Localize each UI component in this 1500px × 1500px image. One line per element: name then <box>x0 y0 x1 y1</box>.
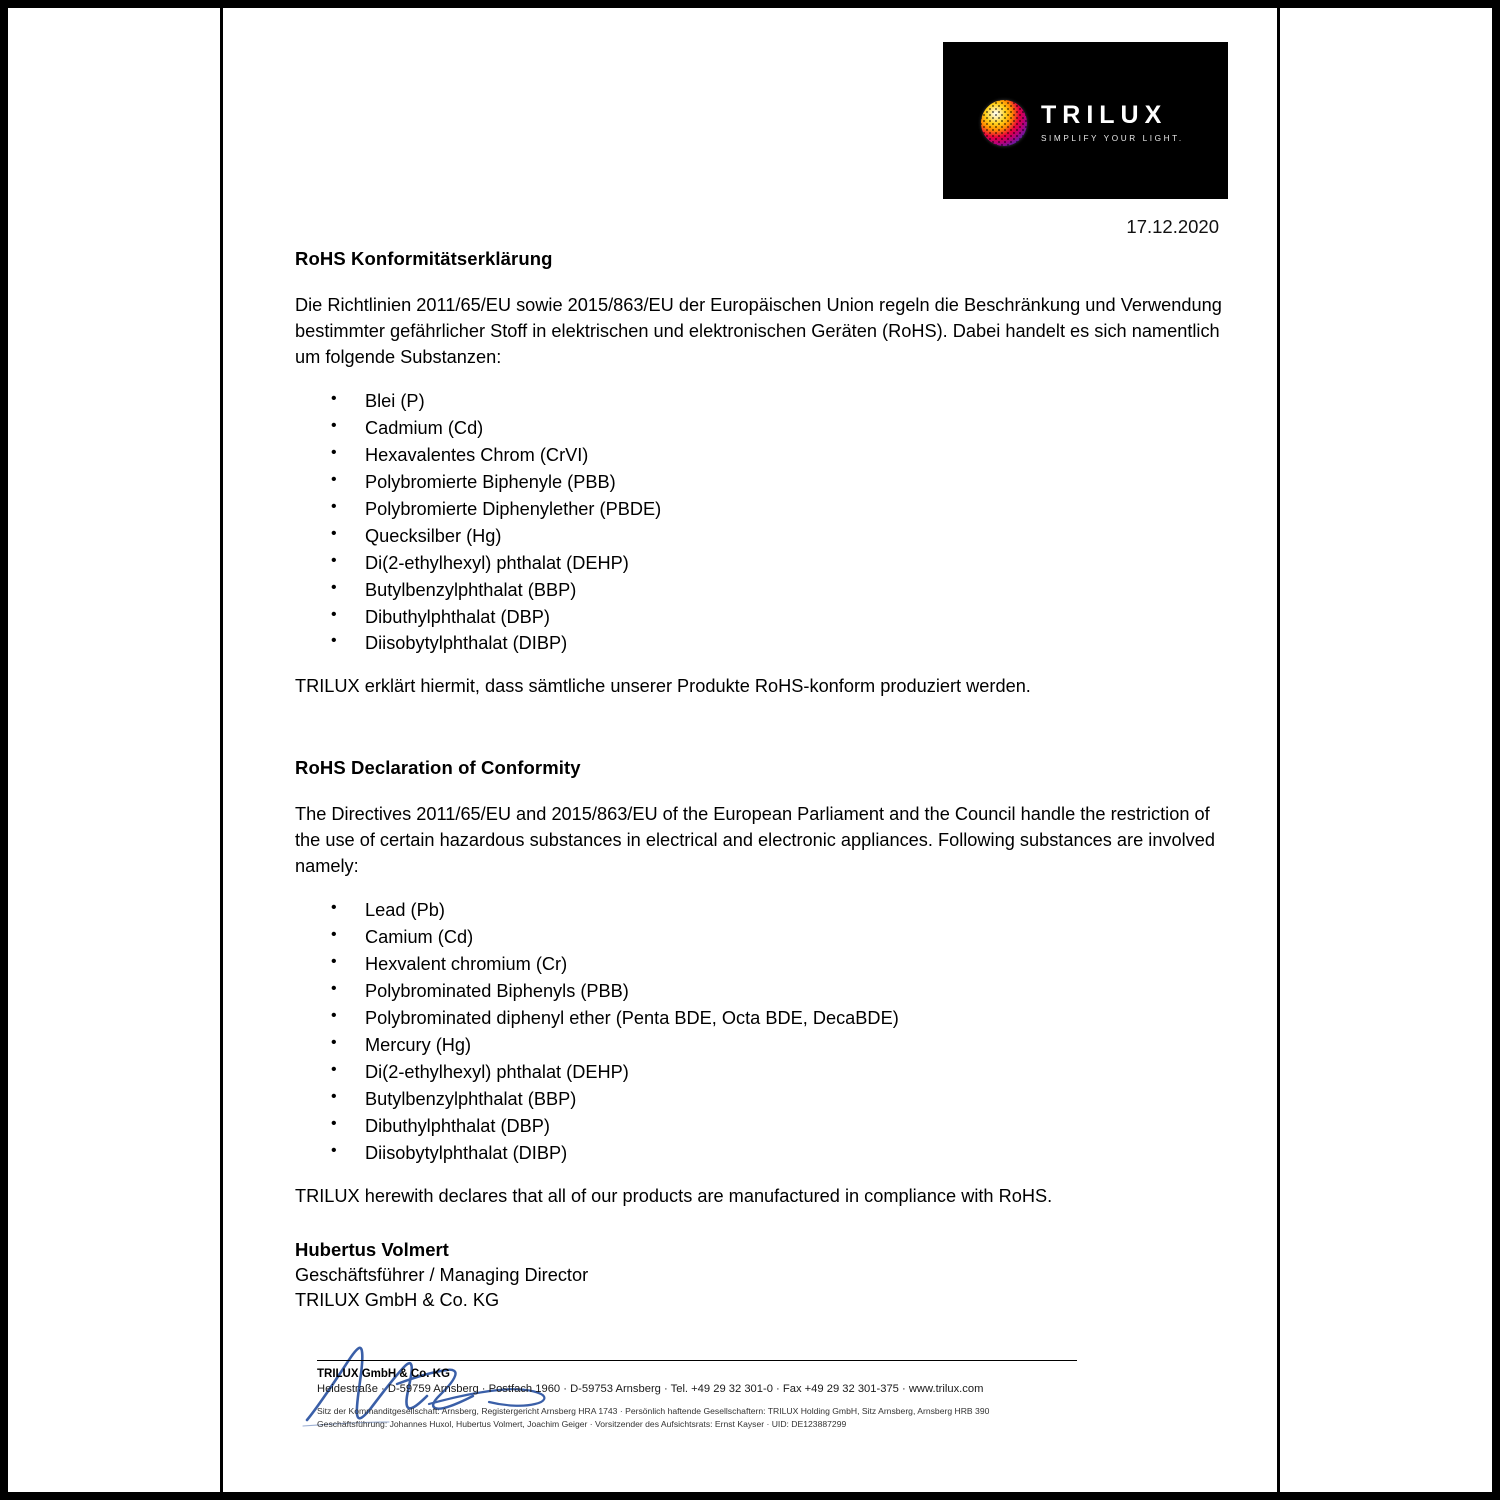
section-spacer <box>295 717 1225 757</box>
list-item: • Dibuthylphthalat (DBP) <box>331 1113 1225 1140</box>
list-item: • Di(2-ethylhexyl) phthalat (DEHP) <box>331 1059 1225 1086</box>
list-item: • Quecksilber (Hg) <box>331 523 1225 550</box>
logo-wordmark: TRILUX <box>1041 101 1168 129</box>
document-content <box>223 8 1277 1492</box>
list-item: • Mercury (Hg) <box>331 1032 1225 1059</box>
list-item: • Polybromierte Biphenyle (PBB) <box>331 469 1225 496</box>
german-section-title: RoHS Konformitätserklärung <box>295 248 553 269</box>
trilux-logo-block <box>943 42 1228 199</box>
logo-lockup <box>981 100 1184 146</box>
list-item: • Hexvalent chromium (Cr) <box>331 951 1225 978</box>
signatory-company: TRILUX GmbH & Co. KG <box>295 1290 500 1311</box>
logo-tagline: SIMPLIFY YOUR LIGHT. <box>1041 134 1184 143</box>
document-date: 17.12.2020 <box>1126 216 1219 237</box>
german-substances-list <box>295 388 1225 657</box>
list-item: • Diisobytylphthalat (DIBP) <box>331 1140 1225 1167</box>
trilux-sphere-icon <box>981 100 1027 146</box>
document-page <box>8 8 1492 1492</box>
footer-legal-line-2: Geschäftsführung: Johannes Huxol, Hubertus Volmert, Joachim Geiger · Vorsitzender des Aufsichtsrats: Ernst Kayser · UID: DE123887299 <box>317 1418 847 1429</box>
english-intro-paragraph: The Directives 2011/65/EU and 2015/863/EU of the European Parliament and the Council handle the restriction of the use of certain hazardous substances in electrical and electronic appliances. Following substances are involved namely: <box>295 804 1216 877</box>
english-section-title: RoHS Declaration of Conformity <box>295 757 581 779</box>
list-item: • Camium (Cd) <box>331 924 1225 951</box>
document-sheet <box>220 8 1280 1492</box>
list-item: • Blei (P) <box>331 388 1225 415</box>
list-item: • Polybromierte Diphenylether (PBDE) <box>331 496 1225 523</box>
english-closing-paragraph: TRILUX herewith declares that all of our products are manufactured in compliance with RoHS. <box>295 1185 1053 1206</box>
list-item: • Polybrominated diphenyl ether (Penta BDE, Octa BDE, DecaBDE) <box>331 1005 1225 1032</box>
footer-address: Heidestraße · D-59759 Arnsberg · Postfach 1960 · D-59753 Arnsberg · Tel. +49 29 32 301-0 · Fax +49 29 32 301-375 · www.trilux.com <box>317 1383 984 1396</box>
footer-company: TRILUX GmbH & Co. KG <box>317 1368 450 1381</box>
logo-text-group <box>1041 103 1184 143</box>
german-intro-paragraph: Die Richtlinien 2011/65/EU sowie 2015/863/EU der Europäischen Union regeln die Beschränkung und Verwendung bestimmter gefährlicher Stoff in elektrischen und elektronischen Geräten (RoHS). Dabei handelt es sich namentlich um folgende Substanzen: <box>295 295 1222 368</box>
list-item: • Butylbenzylphthalat (BBP) <box>331 577 1225 604</box>
list-item: • Polybrominated Biphenyls (PBB) <box>331 978 1225 1005</box>
english-substances-list <box>295 897 1225 1166</box>
list-item: • Butylbenzylphthalat (BBP) <box>331 1086 1225 1113</box>
signatory-role: Geschäftsführer / Managing Director <box>295 1264 589 1285</box>
footer-divider <box>317 1360 1077 1361</box>
signatory-name: Hubertus Volmert <box>295 1238 449 1260</box>
list-item: • Di(2-ethylhexyl) phthalat (DEHP) <box>331 550 1225 577</box>
list-item: • Cadmium (Cd) <box>331 415 1225 442</box>
list-item: • Dibuthylphthalat (DBP) <box>331 604 1225 631</box>
german-closing-paragraph: TRILUX erklärt hiermit, dass sämtliche unserer Produkte RoHS-konform produziert werden. <box>295 676 1031 697</box>
document-body <box>295 248 1225 1433</box>
list-item: • Lead (Pb) <box>331 897 1225 924</box>
document-footer <box>317 1360 1197 1430</box>
footer-legal-line-1: Sitz der Kommanditgesellschaft: Arnsberg, Registergericht Arnsberg HRA 1743 · Persönlich haftende Gesellschaftern: TRILUX Holding GmbH, Sitz Arnsberg, Arnsberg HRB 390 <box>317 1406 990 1417</box>
list-item: • Diisobytylphthalat (DIBP) <box>331 630 1225 657</box>
list-item: • Hexavalentes Chrom (CrVI) <box>331 442 1225 469</box>
